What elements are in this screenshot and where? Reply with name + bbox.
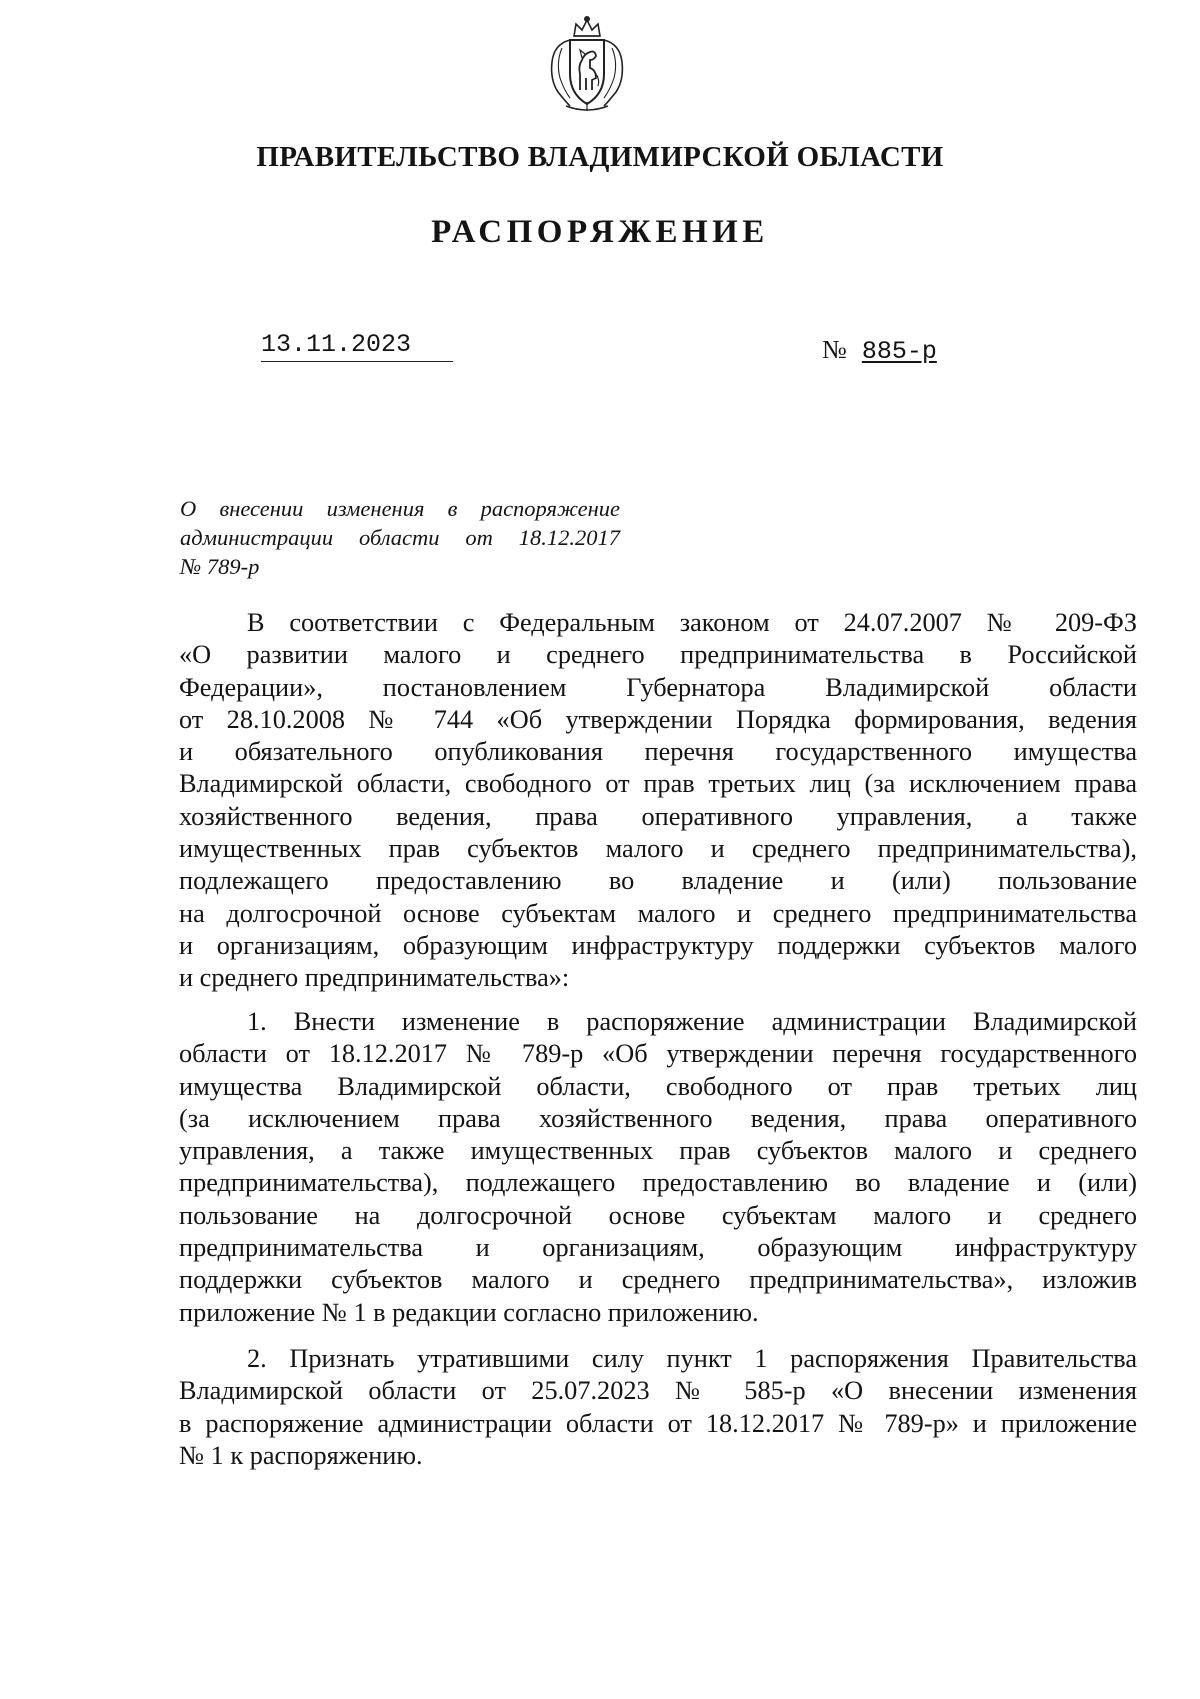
text-line: на долгосрочной основе субъектам малого и среднего предпринимательства	[179, 898, 1137, 928]
document-type-title: РАСПОРЯЖЕНИЕ	[431, 214, 769, 250]
text-line: приложение № 1 в редакции согласно приложению.	[179, 1297, 759, 1327]
text-line: пользование на долгосрочной основе субъектам малого и среднего	[179, 1200, 1137, 1230]
text-line: Владимирской области от 25.07.2023 № 585-р «О внесении изменения	[179, 1376, 1137, 1406]
text-line: области от 18.12.2017 № 789-р «Об утверждении перечня государственного	[179, 1039, 1137, 1069]
text-line: в распоряжение администрации области от 18.12.2017 № 789-р» и приложение	[179, 1408, 1137, 1438]
text-line: 2. Признать утратившими силу пункт 1 распоряжения Правительства	[247, 1344, 1137, 1373]
text-line: и среднего предпринимательства»:	[179, 963, 570, 993]
subject-line: администрации области от 18.12.2017	[180, 525, 620, 550]
text-line: и организациям, образующим инфраструктуру поддержки субъектов малого	[179, 930, 1137, 960]
organization-title: ПРАВИТЕЛЬСТВО ВЛАДИМИРСКОЙ ОБЛАСТИ	[256, 141, 944, 173]
text-line: имущественных прав субъектов малого и среднего предпринимательства),	[179, 834, 1137, 864]
text-line: 1. Внести изменение в распоряжение администрации Владимирской	[247, 1007, 1137, 1036]
number-value: 885-р	[861, 337, 937, 366]
text-line: предпринимательства и организациям, образующим инфраструктуру	[179, 1233, 1137, 1263]
clause-2-paragraph	[179, 1343, 1137, 1472]
text-line: хозяйственного ведения, права оперативного управления, а также	[179, 801, 1137, 831]
text-line: подлежащего предоставлению во владение и (или) пользование	[179, 866, 1137, 896]
text-line: имущества Владимирской области, свободного от прав третьих лиц	[179, 1071, 1137, 1101]
text-line: Федерации», постановлением Губернатора Владимирской области	[179, 672, 1137, 702]
text-line: предпринимательства), подлежащего предоставлению во владение и (или)	[179, 1168, 1137, 1198]
text-line: от 28.10.2008 № 744 «Об утверждении Порядка формирования, ведения	[179, 704, 1137, 734]
text-line: и обязательного опубликования перечня государственного имущества	[179, 737, 1137, 767]
text-line: (за исключением права хозяйственного ведения, права оперативного	[179, 1103, 1137, 1133]
coat-of-arms-icon	[540, 14, 634, 114]
number-sign: №	[822, 335, 847, 364]
text-line: «О развитии малого и среднего предпринимательства в Российской	[179, 640, 1137, 670]
document-subject	[180, 494, 620, 581]
preamble-paragraph	[179, 607, 1137, 995]
text-line: № 1 к распоряжению.	[179, 1440, 423, 1470]
coat-of-arms-emblem	[540, 14, 634, 114]
text-line: управления, а также имущественных прав субъектов малого и среднего	[179, 1136, 1137, 1166]
document-date: 13.11.2023	[261, 330, 453, 362]
document-number	[822, 335, 937, 366]
clause-1-paragraph	[179, 1006, 1137, 1329]
subject-line: О внесении изменения в распоряжение	[180, 496, 620, 521]
text-line: поддержки субъектов малого и среднего предпринимательства», изложив	[179, 1265, 1137, 1295]
text-line: Владимирской области, свободного от прав третьих лиц (за исключением права	[179, 769, 1137, 799]
subject-line: № 789-р	[180, 554, 260, 579]
text-line: В соответствии с Федеральным законом от 24.07.2007 № 209-ФЗ	[247, 608, 1137, 637]
